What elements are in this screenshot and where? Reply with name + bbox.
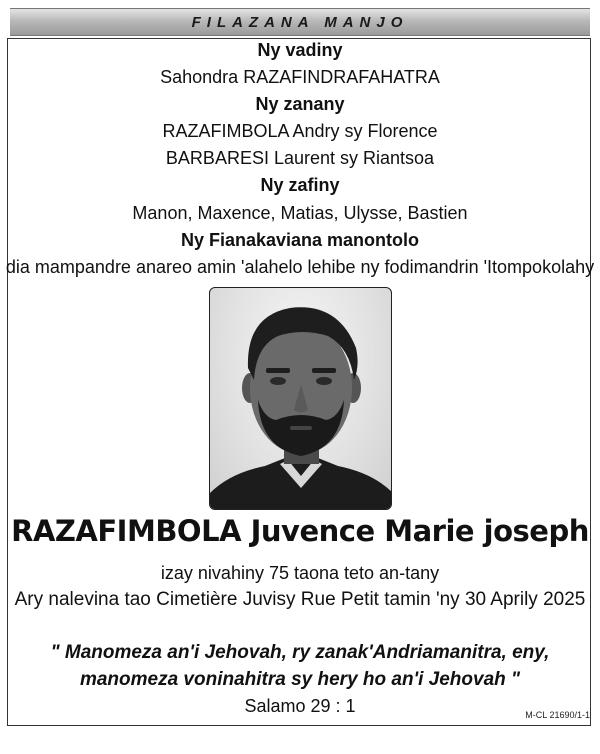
verse-line-2: manomeza voninahitra sy hery ho an'i Jehovah "	[79, 669, 521, 690]
header-title: FILAZANA MANJO	[191, 13, 409, 31]
grandchildren-names: Manon, Maxence, Matias, Ulysse, Bastien	[132, 203, 468, 223]
child-line-1: RAZAFIMBOLA Andry sy Florence	[162, 121, 438, 141]
relatives-heading: Ny Fianakaviana manontolo	[180, 230, 420, 250]
burial-line: Ary nalevina tao Cimetière Juvisy Rue Petit tamin 'ny 30 Aprily 2025	[14, 589, 586, 610]
announcement-text: dia mampandre anareo amin 'alahelo lehibe ny fodimandrin 'Itompokolahy	[5, 257, 595, 277]
children-heading: Ny zanany	[255, 94, 345, 114]
portrait-illustration	[210, 288, 392, 510]
portrait-photo	[209, 287, 392, 510]
verse-line-1: " Manomeza an'i Jehovah, ry zanak'Andriamanitra, eny,	[50, 642, 550, 663]
header-bar	[10, 8, 590, 36]
spouse-name: Sahondra RAZAFINDRAFAHATRA	[160, 67, 440, 87]
age-line: izay nivahiny 75 taona teto an-tany	[160, 563, 440, 583]
reference-code: M-CL 21690/1-1	[525, 710, 590, 720]
spouse-heading: Ny vadiny	[257, 40, 343, 60]
grandchildren-heading: Ny zafiny	[260, 175, 340, 195]
verse-reference: Salamo 29 : 1	[244, 696, 356, 716]
deceased-name: RAZAFIMBOLA Juvence Marie joseph	[11, 514, 589, 548]
child-line-2: BARBARESI Laurent sy Riantsoa	[165, 148, 435, 168]
